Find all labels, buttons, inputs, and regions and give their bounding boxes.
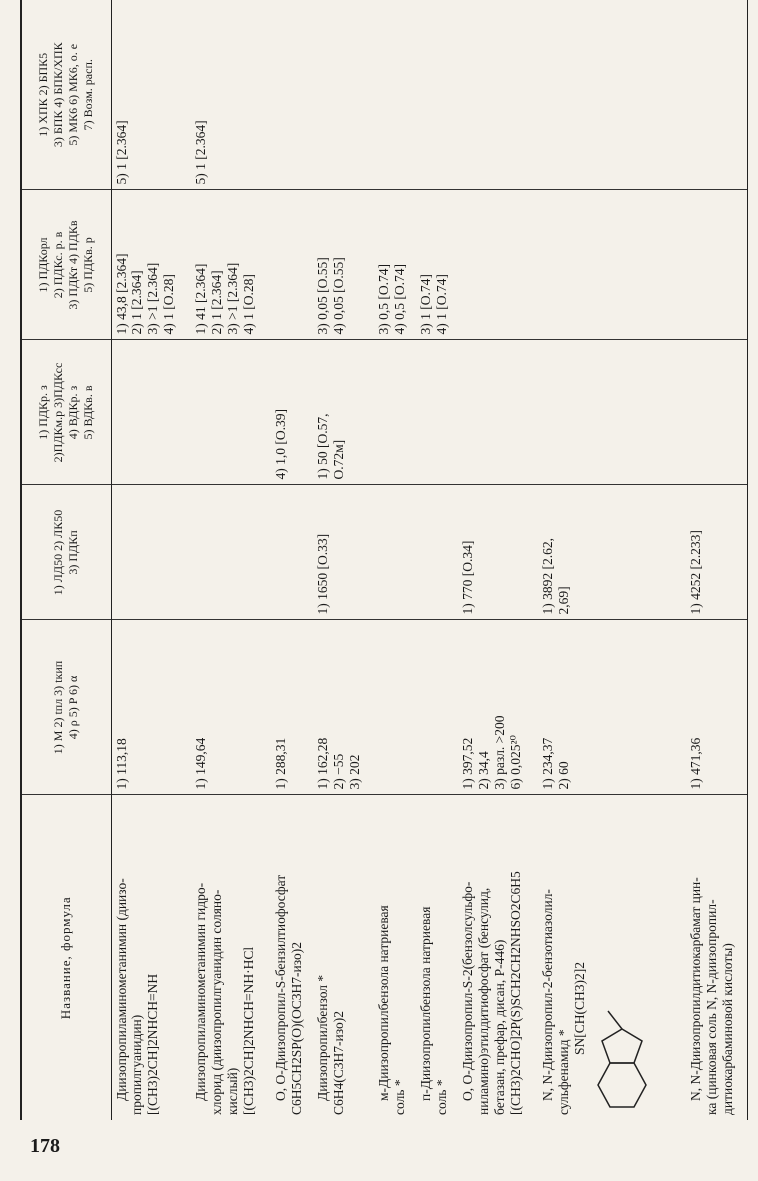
hazard-cell <box>111 0 191 190</box>
air-cell <box>538 340 686 485</box>
substance-name-line: N, N-Диизопропил-2-бензотиазолил- <box>540 889 555 1101</box>
rotated-table-container <box>20 0 748 1120</box>
tox-cell <box>271 485 313 620</box>
tox-cell <box>538 485 686 620</box>
tox-cell <box>458 485 538 620</box>
air-cell <box>111 340 191 485</box>
props-cell <box>111 620 191 795</box>
props-cell <box>416 620 458 795</box>
props-cell <box>538 620 686 795</box>
hazard-cell <box>458 0 538 190</box>
air-cell <box>374 340 416 485</box>
table-row <box>458 0 538 1120</box>
substance-name-line: Диизопропилбензол * <box>315 974 331 1101</box>
tox-cell <box>313 485 374 620</box>
substance-name-cell <box>271 795 313 1120</box>
tox-value: 1) 1650 [O.33] <box>315 533 331 615</box>
page-number: 178 <box>30 1135 60 1157</box>
header-water: 1) ПДКорл 2) ПДКс. р. в 3) ПДКт 4) ПДКв 5) ПДКв. р <box>21 190 111 340</box>
props-cell <box>686 620 748 795</box>
substance-name-cell <box>313 795 374 1120</box>
header-props: 1) M 2) tпл 3) tкип 4) ρ 5) P 6) α <box>21 620 111 795</box>
table-row <box>538 0 686 1120</box>
water-cell <box>191 190 271 340</box>
water-value: 2) 1 [2.364] <box>209 270 225 335</box>
benzothiazole-structure <box>588 995 658 1115</box>
water-cell <box>538 190 686 340</box>
substance-name-line: [(CH3)2CH]2NHCH=NH <box>145 973 161 1115</box>
water-value: 1) 41 [2.364] <box>193 263 209 335</box>
props-value: 1) 288,31 <box>272 737 288 790</box>
table-row <box>416 0 458 1120</box>
substance-name-line: C6H5CH2SP(O)(OC3H7-изо)2 <box>288 942 304 1115</box>
air-value: 1) 50 [O.57, <box>315 413 331 480</box>
substance-name-line: соль * <box>391 1079 407 1115</box>
hazard-cell <box>313 0 374 190</box>
water-cell <box>271 190 313 340</box>
props-value: 6) 0,025²⁰ <box>508 735 524 790</box>
water-value: 3) 0,05 [O.55] <box>315 257 331 335</box>
substance-name-cell <box>374 795 416 1120</box>
air-cell <box>416 340 458 485</box>
substance-name-line: м-Диизопропилбензола натриевая <box>376 905 391 1101</box>
air-cell <box>191 340 271 485</box>
hazard-cell <box>416 0 458 190</box>
hazard-value: 5) 1 [2.364] <box>113 120 129 185</box>
water-value: 4) 0,05 [O.55] <box>331 257 346 335</box>
tox-cell <box>686 485 748 620</box>
hazard-value: 5) 1 [2.364] <box>193 120 209 185</box>
substance-name-line: ка (цинковая соль N, N-диизопропил- <box>703 899 719 1115</box>
structure-label: SN[CH(CH3)2]2 <box>571 962 587 1055</box>
water-value: 3) >1 [2.364] <box>145 262 161 335</box>
props-value: 3) разл. >200 <box>492 715 508 790</box>
table-row <box>374 0 416 1120</box>
hazard-cell <box>538 0 686 190</box>
substance-name-line: C6H4(C3H7-изо)2 <box>331 1011 346 1115</box>
substance-name-line: Диизопропиламинометанимин (диизо- <box>113 878 129 1101</box>
props-cell <box>313 620 374 795</box>
substance-name-line: [(CH3)2CHO]2P(S)SCH2CH2NHSO2C6H5 <box>508 871 524 1115</box>
water-value: 4) 0,5 [O.74] <box>391 264 407 335</box>
water-cell <box>416 190 458 340</box>
tox-cell <box>416 485 458 620</box>
table-row <box>686 0 748 1120</box>
tox-value: 1) 3892 [2.62, <box>540 538 555 615</box>
water-value: 4) 1 [O.74] <box>434 274 450 335</box>
props-cell <box>271 620 313 795</box>
substance-name-line: соль * <box>434 1079 450 1115</box>
props-value: 1) 234,37 <box>540 737 555 790</box>
table-row <box>271 0 313 1120</box>
water-cell <box>458 190 538 340</box>
substance-name-cell <box>686 795 748 1120</box>
hazard-cell <box>271 0 313 190</box>
substance-name-line: хлорид (диизопропилгуанидин соляно- <box>209 889 225 1115</box>
props-value: 3) 202 <box>346 754 362 790</box>
water-value: 3) >1 [2.364] <box>225 262 241 335</box>
water-value: 3) 0,5 [O.74] <box>376 264 391 335</box>
hazard-cell <box>374 0 416 190</box>
props-value: 2) 34,4 <box>476 751 492 790</box>
air-value: O.72м] <box>331 439 346 480</box>
tox-cell <box>191 485 271 620</box>
substance-name-line: бетазан, префар, дисан, P-446) <box>492 939 508 1115</box>
header-row <box>21 0 111 1120</box>
header-air: 1) ПДКр. з 2)ПДКм.р 3)ПДКсс 4) ВДКр. з 5) ВДКв. в <box>21 340 111 485</box>
substance-name-line: O, O-Диизопропил-S-бензилтиофосфат <box>272 874 288 1101</box>
air-value: 4) 1,0 [O.39] <box>272 409 288 480</box>
props-value: 1) 149,64 <box>193 737 209 790</box>
substance-name-cell <box>538 795 686 1120</box>
hazard-cell <box>686 0 748 190</box>
water-cell <box>313 190 374 340</box>
air-cell <box>458 340 538 485</box>
water-value: 4) 1 [O.28] <box>161 274 177 335</box>
props-value: 1) 162,28 <box>315 737 331 790</box>
substance-name-line: ниламино)этилдитиофосфат (бенсулид, <box>476 887 492 1115</box>
substance-name-cell <box>458 795 538 1120</box>
substance-name-cell <box>111 795 191 1120</box>
props-value: 1) 113,18 <box>113 738 129 790</box>
substance-name-cell <box>416 795 458 1120</box>
tox-value: 1) 770 [O.34] <box>460 540 476 615</box>
substance-name-line: сульфенамид * <box>555 1029 571 1115</box>
substance-name-line: O, O-Диизопропил-S-2(бензолсульфо- <box>460 881 476 1101</box>
substance-name-cell <box>191 795 271 1120</box>
header-hazard: 1) ХПК 2) БПК5 3) БПК 4) БПК/ХПК 5) МК6 6) МК6, о. е 7) Возм. расп. <box>21 0 111 190</box>
tox-value: 1) 4252 [2.233] <box>687 530 703 615</box>
props-cell <box>191 620 271 795</box>
props-value: 1) 471,36 <box>687 737 703 790</box>
substance-name-line: п-Диизопропилбензола натриевая <box>418 906 434 1101</box>
water-cell <box>111 190 191 340</box>
air-cell <box>271 340 313 485</box>
air-cell <box>686 340 748 485</box>
header-tox: 1) ЛД50 2) ЛК50 3) ПДКп <box>21 485 111 620</box>
water-value: 1) 43,8 [2.364] <box>113 253 129 335</box>
substance-name-line: N, N-Диизопропилдитиокарбамат цин- <box>687 877 703 1101</box>
header-name: Название, формула <box>21 795 111 1120</box>
table-row <box>191 0 271 1120</box>
props-value: 2) −55 <box>331 753 346 790</box>
hazard-cell <box>191 0 271 190</box>
table-row <box>111 0 191 1120</box>
props-value: 2) 60 <box>555 761 571 790</box>
substance-name-line: [(CH3)2CH]2NHCH=NH·HCl <box>241 946 257 1115</box>
water-cell <box>374 190 416 340</box>
substance-name-line: пропилгуанидин) <box>129 1014 145 1115</box>
water-value: 4) 1 [O.28] <box>241 274 257 335</box>
air-cell <box>313 340 374 485</box>
props-cell <box>458 620 538 795</box>
tox-value: 2,69] <box>555 586 571 615</box>
water-value: 2) 1 [2.364] <box>129 270 145 335</box>
tox-cell <box>374 485 416 620</box>
substance-name-line: Диизопропиламинометанимин гидро- <box>193 882 209 1101</box>
table-row <box>313 0 374 1120</box>
water-cell <box>686 190 748 340</box>
substance-name-line: дитиокарбаминовой кислоты) <box>719 943 735 1115</box>
substance-table <box>20 0 748 1120</box>
tox-cell <box>111 485 191 620</box>
water-value: 3) 1 [O.74] <box>418 274 434 335</box>
props-value: 1) 397,52 <box>460 737 476 790</box>
props-cell <box>374 620 416 795</box>
substance-name-line: кислый) <box>225 1067 241 1115</box>
